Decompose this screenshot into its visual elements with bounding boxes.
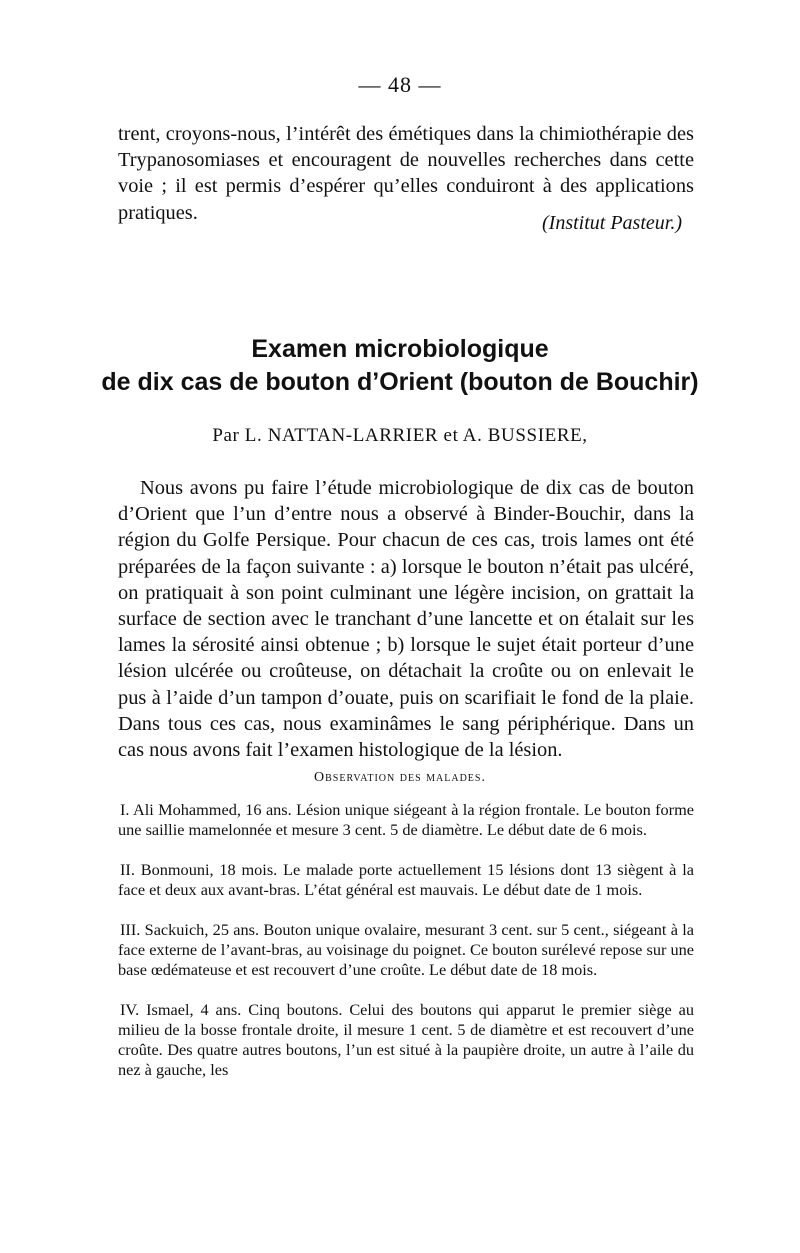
observation-item: II. Bonmouni, 18 mois. Le malade porte actuellement 15 lésions dont 13 siègent à la face et deux aux avant-bras. L’état général est mauvais. Le début date de 1 mois.: [118, 860, 694, 899]
intro-paragraph: trent, croyons-nous, l’intérêt des émétiques dans la chimiothérapie des Trypanosomiases et encouragent de nouvelles recherches dans cette voie ; il est permis d’espérer qu’elles conduiront à des applications pratiques.: [118, 123, 694, 224]
signature: (Institut Pasteur.): [542, 212, 682, 234]
article-title-line1: Examen microbiologique: [251, 335, 549, 363]
observation-item: III. Sackuich, 25 ans. Bouton unique ovalaire, mesurant 3 cent. sur 5 cent., siégeant à la face externe de l’avant-bras, au voisinage du poignet. Ce bouton surélevé repose sur une base œdémateuse et est recouvert d’une croûte. Le début date de 18 mois.: [118, 920, 694, 979]
article-authors: Par L. NATTAN-LARRIER et A. BUSSIERE,: [212, 425, 588, 446]
article-body: Nous avons pu faire l’étude microbiologique de dix cas de bouton d’Orient que l’un d’entre nous a observé à Binder-Bouchir, dans la région du Golfe Persique. Pour chacun de ces cas, trois lames ont été préparées de la façon suivante : a) lorsque le bouton n’était pas ulcéré, on pratiquait à son point culminant une légère incision, on grattait la surface de section avec le tranchant d’une lancette et on étalait sur les lames la sérosité ainsi obtenue ; b) lorsque le sujet était porteur d’une lésion ulcérée ou croûteuse, on détachait la croûte ou on enlevait le pus à l’aide d’un tampon d’ouate, puis on scarifiait le fond de la plaie. Dans tous ces cas, nous examinâmes le sang périphérique. Dans un cas nous avons fait l’examen histologique de la lésion.: [118, 477, 694, 762]
article-title-line2: de dix cas de bouton d’Orient (bouton de Bouchir): [101, 368, 699, 396]
observations-heading: Observation des malades.: [314, 770, 486, 785]
page-number: — 48 —: [358, 72, 442, 97]
observation-item: I. Ali Mohammed, 16 ans. Lésion unique siégeant à la région frontale. Le bouton forme une saillie mamelonnée et mesure 3 cent. 5 de diamètre. Le début date de 6 mois.: [118, 800, 694, 839]
observation-item: IV. Ismael, 4 ans. Cinq boutons. Celui des boutons qui apparut le premier siège au milieu de la bosse frontale droite, il mesure 1 cent. 5 de diamètre et est recouvert d’une croûte. Des quatre autres boutons, l’un est situé à la paupière droite, un autre à l’aile du nez à gauche, les: [118, 1000, 694, 1079]
